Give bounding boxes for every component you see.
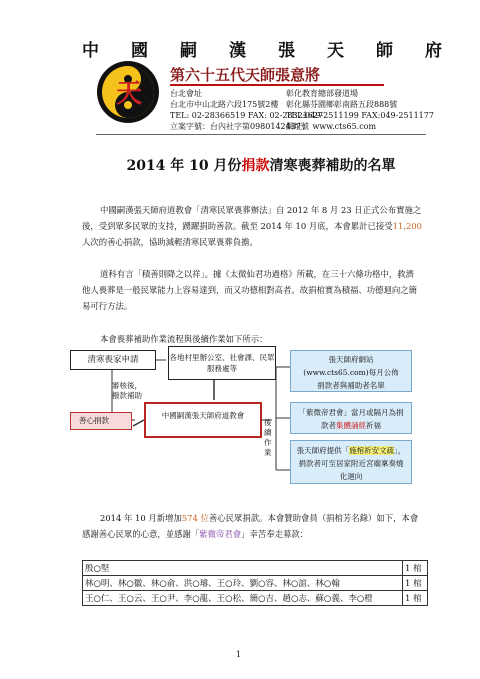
center-org-box: 中國嗣漢張天師府道教會 <box>144 402 262 438</box>
donor-intro-paragraph <box>82 510 422 542</box>
org-name-char: 天 <box>327 41 344 61</box>
website-publish-box <box>290 350 412 392</box>
donor-names: 林○明、林○徽、林○俞、洪○璿、王○玲、劉○容、林○誼、林○翰 <box>83 576 403 591</box>
org-name-char: 中 <box>82 41 99 61</box>
donation-count: 11,200 <box>392 221 422 231</box>
donor-names: 殷○堅 <box>83 561 403 576</box>
p3-highlight: 紫微帝君會 <box>199 529 242 539</box>
donation-box: 善心捐款 <box>70 412 132 430</box>
table-row <box>83 591 428 606</box>
donor-names: 王○仁、王○云、王○尹、李○龍、王○松、簡○吉、趙○志、蘇○義、李○橙 <box>83 591 403 606</box>
blue1-line2: (www.cts65.com)每月公佈 <box>303 368 399 377</box>
left-address-line-1: 台北會址 <box>170 89 202 98</box>
svg-text:天: 天 <box>116 79 143 109</box>
org-name-char: 漢 <box>229 41 246 61</box>
applicant-box: 清寒喪家申請 <box>70 350 156 370</box>
blue3-post: 」，捐款者可至居家附近宮廟稟奏燒化迴向 <box>298 446 406 481</box>
master-subtitle: 第六十五代天師張意將 <box>170 66 321 84</box>
left-address-line-2: 台北市中山北路六段175號2樓 <box>170 100 279 109</box>
blue2-post: 祈福 <box>366 421 381 430</box>
blue1-line3: 捐款者與補助者名單 <box>317 381 385 390</box>
table-row <box>83 561 428 576</box>
merit-paragraph: 道科有言「積善則降之以祥」。據《太微仙君功過格》所載，在三十六條功格中，救濟他人喪葬是一般民眾能力上容易達到，而又功德相對高者。故捐棺實為積福、功德迴向之簡易可行方法。 <box>82 269 417 311</box>
memorial-document-box <box>290 440 412 484</box>
agencies-box: 各地村里辦公室、社會課、民眾服務處等 <box>168 346 276 380</box>
new-donor-count: 574 位 <box>181 513 209 523</box>
right-address-line-1: 彰化教育總部發道場 <box>286 89 358 98</box>
blue3-highlight: 施棺祈安文疏 <box>349 446 395 455</box>
blue1-line1: 張天師府網站 <box>328 355 374 364</box>
p3-c: 」幸苦奉走募款： <box>241 529 309 539</box>
title-pre: 2014 年 10 月份 <box>126 158 242 174</box>
donor-table <box>82 560 428 606</box>
title-post: 清寒喪葬補助的名單 <box>269 158 396 174</box>
org-name-char: 師 <box>376 41 393 61</box>
website-link[interactable]: 網址： www.cts65.com <box>286 122 377 131</box>
org-name-char: 府 <box>425 41 442 61</box>
intro-text-a: 中國嗣漢張天師府道教會「清寒民眾喪葬辦法」自 2012 年 8 月 23 日正式公布實施之後，受到眾多民眾的支持，踴躍捐助善款。截至 2014 年 10 月底，本會累計已接受 <box>82 205 422 231</box>
table-row <box>83 576 428 591</box>
flow-intro: 本會喪葬補助作業流程與後續作業如下所示： <box>100 334 268 344</box>
p3-b: 善心民眾捐款。本會贊助會員（捐棺芳名錄）如下，本會感謝善心民眾的心意，並感謝「 <box>82 513 419 539</box>
blue3-pre: 張天師府提供「 <box>296 446 350 455</box>
org-name-char: 張 <box>278 41 295 61</box>
sutra-chanting-box <box>290 402 412 434</box>
coffin-count: 1 棺 <box>403 591 428 606</box>
intro-text-b: 人次的善心捐款，協助減輕清寒民眾喪葬負擔。 <box>82 237 258 247</box>
blue2-pre: 「紫微帝君會」當月或隔月為捐款者 <box>298 408 404 430</box>
page-number: 1 <box>236 650 242 659</box>
coffin-count: 1 棺 <box>403 561 428 576</box>
left-address-line-4: 立案字號：台內社字第0980142437號 <box>170 122 309 131</box>
org-name-char: 國 <box>131 41 148 61</box>
coffin-count: 1 棺 <box>403 576 428 591</box>
right-address-line-3: TEL:049-2511199 FAX:049-2511177 <box>286 111 434 120</box>
followup-label: 後續作業 <box>264 418 272 457</box>
org-name-char: 嗣 <box>180 41 197 61</box>
title-highlight: 捐款 <box>241 158 270 174</box>
right-address-line-2: 彰化縣芬園鄉彰南路五段888號 <box>286 100 398 109</box>
review-label: 審核後，撥款補助 <box>112 381 142 400</box>
p3-a: 2014 年 10 月新增加 <box>100 513 182 523</box>
blue2-highlight: 集體誦經 <box>336 421 366 430</box>
left-address-line-3: TEL: 02-28366519 FAX: 02-28321627 <box>170 111 324 120</box>
